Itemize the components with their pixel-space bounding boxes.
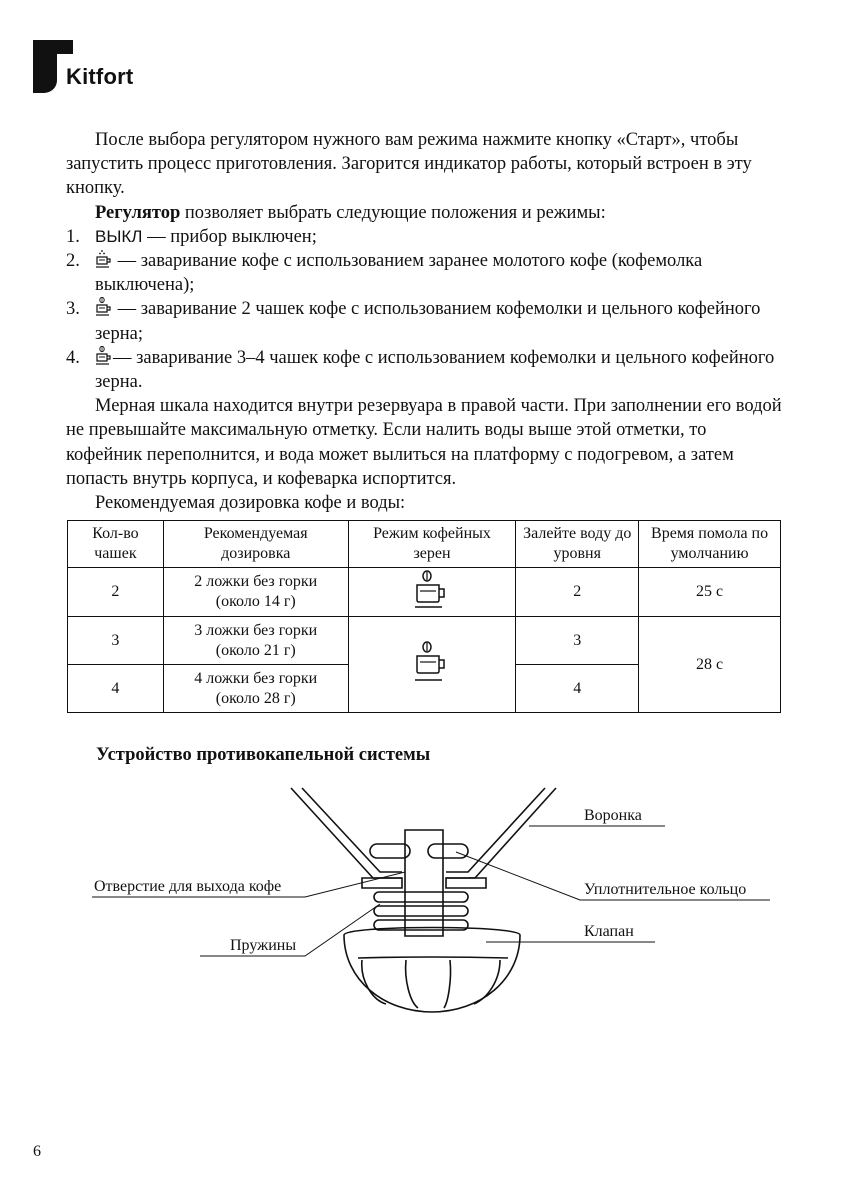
mode-description: — заваривание 3–4 чашек кофе с использованием кофемолки и цельного кофейного зерна.: [95, 347, 775, 393]
label-valve: Клапан: [584, 923, 634, 940]
bean-cup-icon: [412, 569, 452, 609]
paragraph-dosage-intro: Рекомендуемая дозировка кофе и воды:: [95, 493, 406, 514]
spring-coil: [374, 906, 468, 916]
bean-cup-icon: [412, 640, 452, 684]
seal-ring-right: [428, 844, 468, 858]
instructions-text: [66, 128, 782, 515]
funnel-left-wall-inner: [302, 788, 402, 872]
header-dose: Рекомендуемая дозировка: [163, 521, 348, 568]
cell-water: 2: [516, 568, 639, 617]
valve-rib: [406, 960, 418, 1008]
dose-line: 4 ложки без горки: [194, 669, 318, 687]
dose-weight: (около 21 г): [215, 641, 296, 659]
header-cups: Кол-во чашек: [68, 521, 164, 568]
regulator-intro: позволяет выбрать следующие положения и режимы:: [180, 202, 606, 223]
cell-water: 3: [516, 617, 639, 665]
valve-rib: [474, 960, 500, 1004]
cell-grind-time: 28 с: [639, 617, 781, 713]
mode-item-3: [66, 297, 782, 345]
mode-item-1: [66, 225, 782, 249]
label-springs: Пружины: [230, 937, 297, 954]
dosage-table: [67, 520, 781, 713]
cell-dose: [163, 568, 348, 617]
header-water: Залейте воду до уровня: [516, 521, 639, 568]
spring-coil: [374, 892, 468, 902]
ground-coffee-cup-icon: [95, 249, 113, 269]
cell-cups: 2: [68, 568, 164, 617]
header-bean-mode: Режим кофейных зерен: [348, 521, 516, 568]
label-seal-ring: Уплотнительное кольцо: [584, 881, 747, 898]
mode-item-2: [66, 249, 782, 297]
dose-line: 2 ложки без горки: [194, 573, 318, 590]
paragraph-start: После выбора регулятором нужного вам режима нажмите кнопку «Старт», чтобы запустить процесс приготовления. Загорится индикатор работы, который встроен в эту кнопку.: [66, 130, 752, 199]
mode-description: — прибор выключен;: [142, 226, 317, 247]
dose-weight: (около 28 г): [215, 689, 296, 707]
dose-line: 3 ложки без горки: [194, 621, 318, 639]
bean-cup-icon: [95, 346, 113, 366]
page-number: 6: [33, 1143, 41, 1160]
bean-cup-icon: [95, 297, 113, 317]
table-row: [68, 617, 781, 665]
off-label: ВЫКЛ: [95, 226, 143, 246]
seal-ring-left: [370, 844, 410, 858]
mode-description: — заваривание 2 чашек кофе с использованием кофемолки и цельного кофейного зерна;: [95, 299, 761, 344]
funnel-right-wall-inner: [446, 788, 545, 872]
cell-dose: [163, 665, 348, 713]
table-header-row: [68, 521, 781, 568]
funnel-right-wall: [446, 788, 556, 878]
mode-item-4: [66, 346, 782, 394]
label-funnel: Воронка: [584, 807, 642, 824]
cell-dose: [163, 617, 348, 665]
mode-number: 4.: [66, 347, 80, 368]
cell-grind-time: 25 с: [639, 568, 781, 617]
valve-bowl: [344, 928, 520, 1013]
mode-number: 2.: [66, 251, 80, 272]
valve-rib: [444, 960, 451, 1008]
cell-cups: 3: [68, 617, 164, 665]
paragraph-scale: Мерная шкала находится внутри резервуара в правой части. При заполнении его водой не превышайте максимальную отметку. Если налить воды выше этой отметки, то кофейник переполнится, и вода может вылиться на платформу с подогревом, а затем попасть внутрь корпуса, и кофеварка испортится.: [66, 396, 782, 489]
mode-number: 3.: [66, 299, 80, 320]
mode-number: 1.: [66, 226, 80, 247]
label-coffee-outlet: Отверстие для выхода кофе: [94, 878, 282, 895]
brand-name: Kitfort: [66, 64, 134, 89]
cell-bean-mode: [348, 617, 516, 713]
cell-bean-mode: [348, 568, 516, 617]
regulator-term: Регулятор: [95, 202, 181, 223]
anti-drip-diagram: [0, 780, 841, 1020]
funnel-left-wall: [291, 788, 402, 878]
cell-water: 4: [516, 665, 639, 713]
header-grind-time: Время помола по умолчанию: [639, 521, 781, 568]
funnel-bottom: [362, 878, 486, 888]
diagram-title: Устройство противокапельной системы: [96, 745, 431, 765]
paragraph-regulator: [66, 201, 782, 225]
cell-cups: 4: [68, 665, 164, 713]
mode-description: — заваривание кофе с использованием заранее молотого кофе (кофемолка выключена);: [95, 251, 703, 296]
valve-rib: [362, 960, 386, 1004]
dose-weight: (около 14 г): [215, 593, 296, 610]
table-row: [68, 568, 781, 617]
